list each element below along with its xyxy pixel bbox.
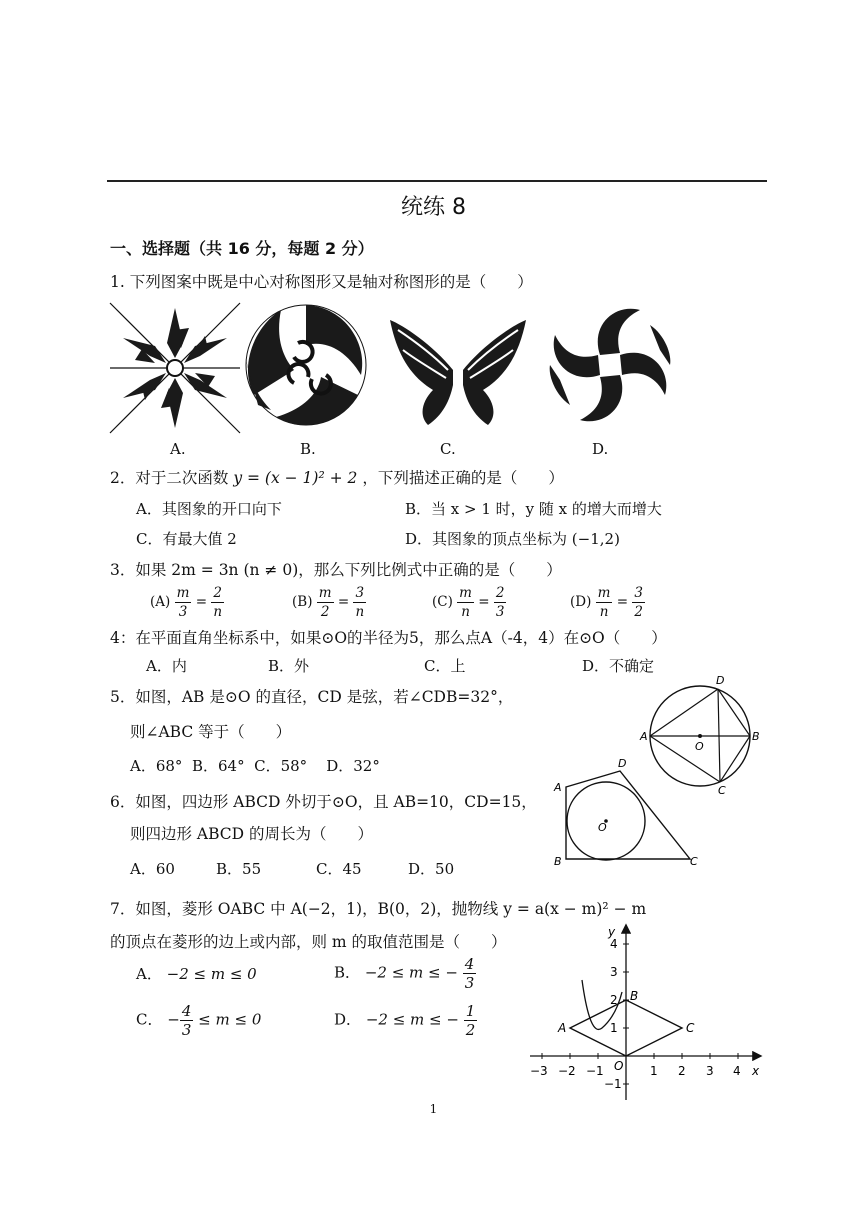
q7-label-o: O: [614, 1059, 624, 1073]
q1-figure-b: [246, 305, 366, 425]
q3-b-den1: 2: [320, 604, 330, 620]
page-number: 1: [429, 1102, 438, 1116]
q7-option-d-label: D．: [334, 1010, 362, 1029]
q5-stem: 5．如图，AB 是⊙O 的直径，CD 是弦，若∠CDB=32°，: [110, 688, 514, 706]
q4-option-d: D．不确定: [582, 657, 655, 675]
q2-stem: [110, 466, 564, 488]
q4-option-a: A．内: [146, 657, 187, 675]
q3-option-c: [432, 584, 506, 621]
q7-ytick-2: 2: [610, 993, 618, 1007]
q2-option-d: D．其图象的顶点坐标为 (−1,2): [405, 530, 620, 548]
q2-stem-suffix: ，下列描述正确的是（ ）: [362, 469, 564, 487]
q3-d-den1: n: [599, 604, 609, 620]
q1-figure-d: [550, 309, 671, 422]
q7-d-num: 1: [465, 1002, 476, 1020]
q5-label-a: A: [640, 730, 648, 743]
q7-label-c: C: [686, 1021, 695, 1035]
q7-xtick-3: 1: [650, 1064, 658, 1078]
q7-xtick-4: 2: [678, 1064, 686, 1078]
q3-option-b: [292, 584, 366, 621]
q6-figure: [548, 755, 708, 870]
section-heading: 一、选择题（共 16 分，每题 2 分）: [110, 239, 374, 258]
page-title: 统练 8: [401, 195, 466, 220]
q7-label-y: y: [608, 925, 616, 939]
q7-ytick-4: −1: [604, 1077, 622, 1091]
q5-options: A．68° B．64° C．58° D．32°: [130, 757, 380, 775]
q7-b-den: 3: [464, 974, 475, 992]
q7-option-a-label: A．: [136, 965, 162, 983]
q3-c-num2: 2: [495, 585, 505, 601]
q7-xtick-0: −3: [530, 1064, 548, 1078]
q7-option-c: [136, 1002, 261, 1039]
q6-label-a: A: [554, 781, 562, 794]
q3-b-den2: n: [355, 604, 365, 620]
q3-c-eq: =: [478, 594, 490, 610]
q2-stem-prefix: 2．对于二次函数: [110, 469, 229, 487]
q1-figures: [108, 300, 678, 435]
q6-stem: 6．如图，四边形 ABCD 外切于⊙O，且 AB=10，CD=15，: [110, 793, 537, 811]
q4-stem: 4：在平面直角坐标系中，如果⊙O的半径为5，那么点A（-4，4）在⊙O（ ）: [110, 629, 667, 647]
q7-xtick-2: −1: [586, 1064, 604, 1078]
q6-label-o: O: [598, 821, 607, 834]
q7-c-num: 4: [181, 1002, 192, 1020]
q3-option-d-label: (D): [570, 594, 592, 610]
q6-option-c: C．45: [316, 860, 362, 878]
q5-stem-2: 则∠ABC 等于（ ）: [130, 723, 292, 741]
q3-a-num1: m: [176, 585, 190, 601]
q7-b-num: 4: [464, 955, 475, 973]
q3-b-num2: 3: [353, 584, 366, 603]
q4-option-c: C．上: [424, 657, 466, 675]
q3-d-den2: 2: [634, 604, 643, 620]
q3-a-eq: =: [195, 594, 208, 610]
q3-d-eq: =: [616, 594, 629, 610]
q7-xtick-1: −2: [558, 1064, 576, 1078]
q2-option-c: C．有最大值 2: [136, 530, 237, 548]
q7-label-a: A: [558, 1021, 567, 1035]
q3-option-a: [150, 584, 224, 621]
q1-figure-a: [110, 303, 240, 433]
q1-figure-c: [390, 320, 526, 425]
q7-ytick-0: 4: [610, 937, 618, 951]
q6-label-d: D: [618, 757, 627, 770]
q7-option-b: [334, 955, 476, 992]
q6-option-b: B．55: [216, 860, 262, 878]
q7-option-a: [136, 963, 257, 984]
q6-option-a: A．60: [130, 860, 175, 878]
q6-label-c: C: [690, 855, 698, 868]
q2-option-b: B．当 x > 1 时，y 随 x 的增大而增大: [405, 500, 662, 518]
q3-d-num1: m: [597, 585, 611, 601]
q7-option-a-text: −2 ≤ m ≤ 0: [166, 965, 257, 983]
q3-d-num2: 3: [634, 585, 643, 601]
q3-a-den2: n: [213, 604, 223, 620]
q7-option-b-text: −2 ≤ m ≤ −: [364, 963, 458, 982]
q1-option-c: C.: [440, 440, 456, 458]
q3-a-num2: 2: [211, 584, 224, 603]
q3-option-a-label: (A): [150, 594, 171, 610]
q7-xtick-6: 4: [733, 1064, 741, 1078]
q7-graph: [524, 920, 770, 1110]
header-rule: [107, 180, 767, 182]
q7-c-pre: −: [167, 1010, 180, 1029]
q5-label-b: B: [752, 730, 760, 743]
q3-stem: 3．如果 2m = 3n (n ≠ 0)，那么下列比例式中正确的是（ ）: [110, 561, 562, 579]
q7-d-den: 2: [465, 1021, 476, 1039]
q5-label-c: C: [718, 784, 726, 795]
q7-option-d: [334, 1002, 477, 1039]
q3-c-den1: n: [461, 604, 470, 620]
q3-a-den1: 3: [178, 604, 188, 620]
q7-label-x: x: [752, 1064, 760, 1078]
q6-option-d: D．50: [408, 860, 455, 878]
q3-c-den2: 3: [495, 604, 505, 620]
q1-option-b: B.: [300, 440, 316, 458]
q1-stem: 1. 下列图案中既是中心对称图形又是轴对称图形的是（ ）: [110, 273, 533, 291]
q7-stem: 7．如图，菱形 OABC 中 A(−2，1)，B(0，2)，抛物线 y = a(x − m)² − m: [110, 900, 647, 918]
q7-c-den: 3: [181, 1021, 192, 1039]
q7-option-b-label: B．: [334, 963, 361, 982]
q3-c-num1: m: [459, 585, 472, 601]
q2-formula: y = (x − 1)² + 2: [233, 469, 358, 487]
q7-ytick-3: 1: [610, 1021, 618, 1035]
q6-label-b: B: [554, 855, 562, 868]
q7-option-c-label: C．: [136, 1010, 163, 1029]
q3-option-d: [570, 584, 645, 621]
q3-option-c-label: (C): [432, 594, 453, 610]
q7-xtick-5: 3: [706, 1064, 714, 1078]
q3-b-eq: =: [337, 594, 350, 610]
q7-stem-2: 的顶点在菱形的边上或内部，则 m 的取值范围是（ ）: [110, 933, 507, 951]
q5-label-d: D: [716, 674, 725, 687]
q1-option-d: D.: [592, 440, 609, 458]
q1-option-a: A.: [170, 440, 186, 458]
q7-option-d-text: −2 ≤ m ≤ −: [365, 1010, 459, 1029]
q5-label-o: O: [695, 740, 704, 753]
q3-b-num1: m: [318, 585, 332, 601]
q2-option-a: A．其图象的开口向下: [136, 500, 282, 518]
q7-option-c-text: ≤ m ≤ 0: [198, 1010, 262, 1029]
q4-option-b: B．外: [268, 657, 310, 675]
q3-option-b-label: (B): [292, 594, 313, 610]
q7-label-b: B: [630, 989, 639, 1003]
q6-stem-2: 则四边形 ABCD 的周长为（ ）: [130, 825, 374, 843]
q7-ytick-1: 3: [610, 965, 618, 979]
